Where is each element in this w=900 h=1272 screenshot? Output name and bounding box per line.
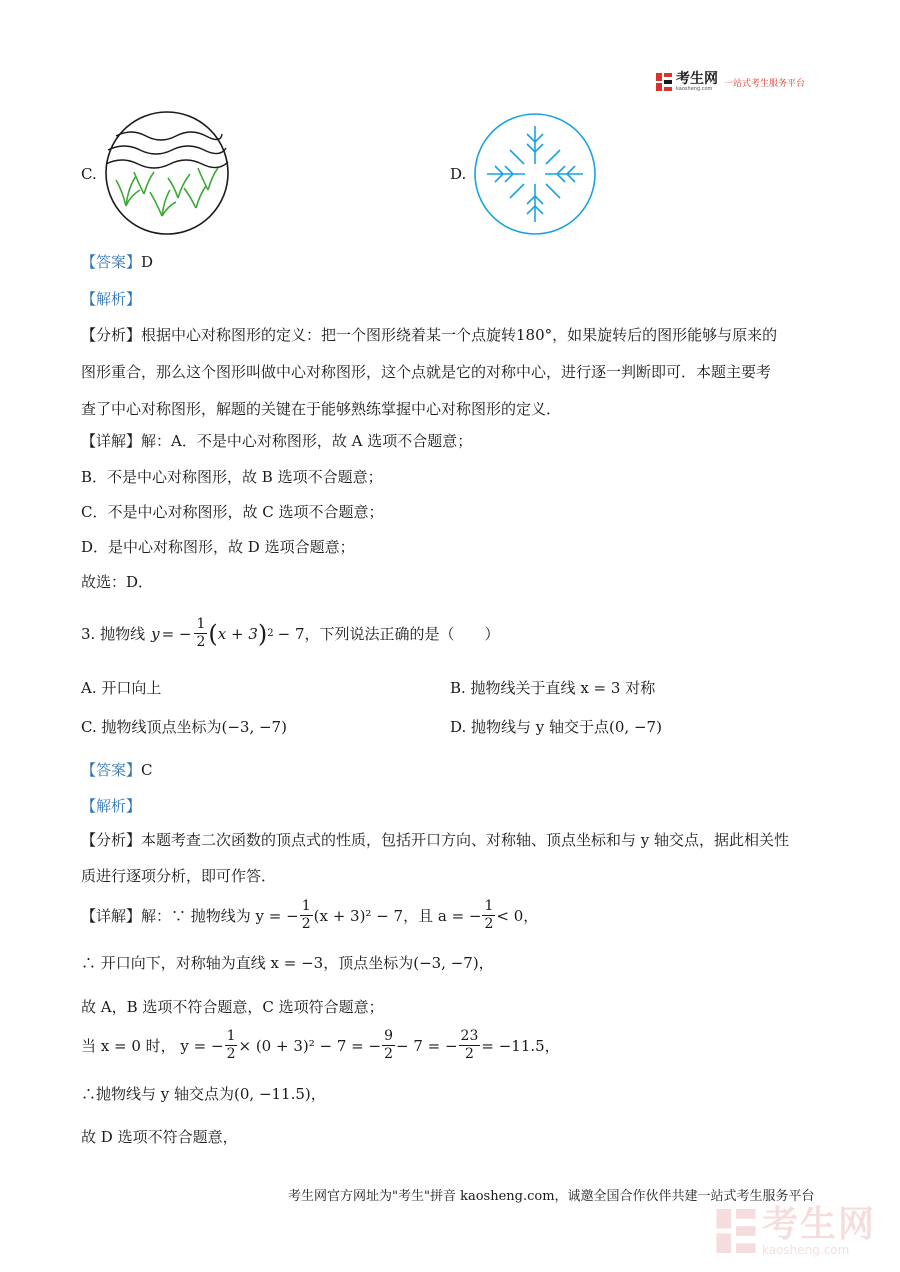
q2-analysis-tag: 【解析】 — [81, 290, 142, 308]
q3-eq-tail: − 7 — [277, 624, 305, 643]
q2-answer — [81, 251, 153, 272]
q2-detail-line-3: C．不是中心对称图形，故 C 选项不合题意； — [81, 503, 384, 521]
q3-suffix: ，下列说法正确的是（ ） — [304, 625, 500, 643]
q3-detail-line-5: ∴抛物线与 y 轴交点为(0, −11.5)， — [81, 1085, 326, 1103]
q3-stem: 3. 抛物线 y = − $\frac{1}{2}$ ( x + 3 ) 2 − 7 ，下列说法正确的是（ ） — [81, 616, 500, 650]
q3-detail-line-6: 故 D 选项不符合题意， — [81, 1128, 238, 1146]
q3-detail-half-3-num: 1 — [226, 1028, 236, 1044]
q3-option-c: C. 抛物线顶点坐标为(−3, −7) — [81, 718, 287, 736]
q3-half-den: 2 — [196, 634, 206, 650]
watermark — [716, 1206, 876, 1256]
q3-detail-23: 23 — [460, 1028, 479, 1044]
q3-detail-nine: 9 — [384, 1028, 393, 1044]
option-c-label: C. — [81, 165, 97, 183]
brand-header — [656, 72, 805, 92]
q2-detail-tag: 【详解】 — [81, 432, 142, 450]
q3-option-a: A. 开口向上 — [81, 679, 162, 697]
q3-detail-half-1-den: 2 — [301, 916, 311, 932]
q3-half-fraction — [194, 616, 207, 651]
q3-detail-4c: − 7 = − — [395, 1036, 458, 1055]
watermark-sub: kaosheng.com — [762, 1243, 850, 1257]
q3-detail-1c: < 0， — [496, 907, 539, 925]
q2-fenxi-line-3: 查了中心对称图形，解题的关键在于能够熟练掌握中心对称图形的定义． — [81, 400, 562, 418]
q3-fenxi-line-2: 质进行逐项分析，即可作答． — [81, 867, 277, 885]
q3-detail-tag: 【详解】 — [81, 907, 142, 925]
snowflake-icon — [472, 112, 598, 236]
watermark-text: 考生网 — [762, 1204, 877, 1245]
landscape-grass-icon — [104, 110, 230, 236]
q3-fenxi-text-1: 本题考查二次函数的顶点式的性质，包括开口方向、对称轴、顶点坐标和与 y 轴交点，据此相关性 — [141, 831, 790, 849]
q2-detail-line-2: B．不是中心对称图形，故 B 选项不合题意； — [81, 468, 383, 486]
q3-detail-1a: 解：∵ 抛物线为 y = − — [141, 907, 299, 925]
q3-option-b: B. 抛物线关于直线 x = 3 对称 — [450, 679, 656, 697]
logo-sub: kaosheng.com — [676, 86, 713, 92]
option-d-label: D. — [450, 165, 467, 183]
logo-text: 考生网 — [676, 71, 718, 87]
slogan: 一站式考生服务平台 — [724, 78, 806, 89]
q3-detail-half-1 — [300, 898, 313, 933]
q3-eq-pow: 2 — [267, 628, 274, 639]
q3-half-num: 1 — [196, 616, 206, 632]
q3-answer-tag: 【答案】 — [81, 761, 142, 779]
q3-detail-nine-half — [382, 1028, 395, 1063]
q3-detail-half-3-den: 2 — [226, 1046, 236, 1062]
kaosheng-logo-icon — [656, 73, 672, 91]
q2-fenxi-text-1: 根据中心对称图形的定义：把一个图形绕着某一个点旋转180°，如果旋转后的图形能够与原来的 — [141, 326, 778, 344]
q3-prefix: 3. 抛物线 — [81, 625, 146, 643]
q3-eq-inner: x + 3 — [217, 624, 258, 643]
q3-fenxi-tag: 【分析】 — [81, 831, 142, 849]
q2-detail-text-1: 解：A．不是中心对称图形，故 A 选项不合题意； — [141, 432, 473, 450]
q3-eq-eq: = − — [161, 624, 192, 643]
q3-fenxi-line-1 — [81, 829, 789, 850]
q3-answer-value: C — [141, 761, 153, 779]
q3-detail-23-half — [459, 1028, 481, 1063]
q3-detail-half-1-num: 1 — [301, 898, 311, 914]
q2-detail-line-1 — [81, 430, 472, 451]
q3-detail-half-2 — [482, 898, 495, 933]
q3-detail-4d: = −11.5， — [481, 1037, 560, 1055]
q2-detail-line-4: D．是中心对称图形，故 D 选项合题意； — [81, 538, 355, 556]
q3-analysis-tag: 【解析】 — [81, 797, 142, 815]
q2-fenxi-tag: 【分析】 — [81, 326, 142, 344]
q2-fenxi-line-1 — [81, 324, 777, 345]
q3-detail-line-3: 故 A，B 选项不符合题意，C 选项符合题意； — [81, 998, 384, 1016]
q2-fenxi-line-2: 图形重合，那么这个图形叫做中心对称图形，这个点就是它的对称中心，进行逐一判断即可．本题主要考 — [81, 363, 772, 381]
q3-detail-line-4 — [81, 1028, 560, 1063]
q2-answer-value: D — [141, 253, 154, 271]
q3-detail-1b: (x + 3)² − 7，且 a = − — [313, 907, 482, 925]
q3-detail-half-2-num: 1 — [484, 898, 494, 914]
q2-choose: 故选：D． — [81, 573, 154, 591]
q3-detail-half-3 — [225, 1028, 238, 1063]
q3-detail-line-2: ∴ 开口向下，对称轴为直线 x = −3，顶点坐标为(−3, −7)， — [81, 954, 494, 972]
q3-eq-y: y — [151, 624, 160, 643]
q3-detail-4b: × (0 + 3)² − 7 = − — [238, 1036, 382, 1055]
q3-answer — [81, 759, 153, 780]
watermark-logo-icon — [716, 1209, 756, 1253]
q3-detail-half-2-den: 2 — [484, 916, 494, 932]
q3-detail-23-den: 2 — [465, 1046, 474, 1062]
q3-detail-line-1 — [81, 898, 538, 933]
q3-option-d: D. 抛物线与 y 轴交于点(0, −7) — [450, 718, 662, 736]
q3-detail-4a: 当 x = 0 时， y = − — [81, 1037, 224, 1055]
q2-answer-tag: 【答案】 — [81, 253, 142, 271]
q3-detail-nine-den: 2 — [384, 1046, 393, 1062]
footer-text: 考生网官方网址为"考生"拼音 kaosheng.com，诚邀全国合作伙伴共建一站式考生服务平台 — [288, 1189, 815, 1204]
